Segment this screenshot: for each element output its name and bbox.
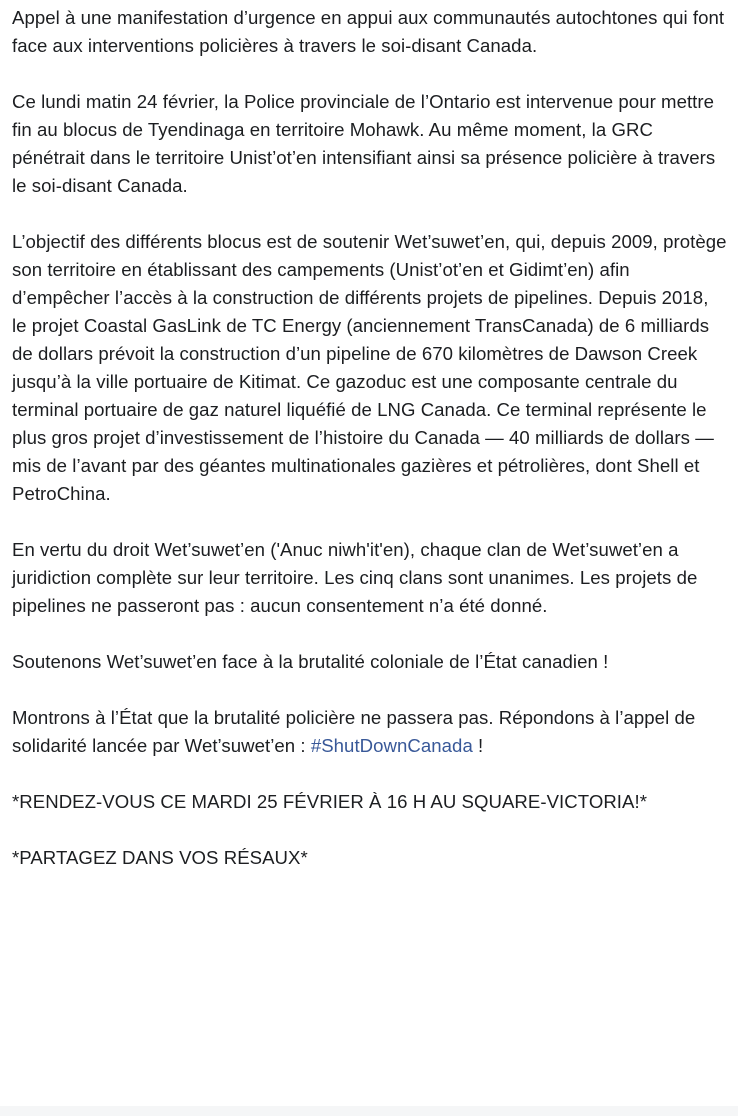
solidarity-text-end: ! [472,735,484,756]
solidarity-text: Montrons à l’État que la brutalité policière ne passera pas. Répondons à l’appel de solidarité lancée par Wet’suwet’en : [12,707,696,756]
hashtag-link-shutdowncanada[interactable]: #ShutDownCanada [310,735,473,756]
post-paragraph-wetsuweten-law: En vertu du droit Wet’suwet’en ('Anuc niwh'it'en), chaque clan de Wet’suwet’en a juridiction complète sur leur territoire. Les cinq clans sont unanimes. Les projets de pipelines ne passeront pas : aucun consentement n’a été donné. [12,539,698,616]
post-paragraph-support: Soutenons Wet’suwet’en face à la brutalité coloniale de l’État canadien ! [12,651,609,672]
post-paragraph-blockade-objective: L’objectif des différents blocus est de soutenir Wet’suwet’en, qui, depuis 2009, protège son territoire en établissant des campements (Unist’ot’en et Gidimt’en) afin d’empêcher l’accès à la construction de différents projets de pipelines. Depuis 2018, le projet Coastal GasLink de TC Energy (anciennement TransCanada) de 6 milliards de dollars prévoit la construction d’un pipeline de 670 kilomètres de Dawson Creek jusqu’à la ville portuaire de Kitimat. Ce gazoduc est une composante centrale du terminal portuaire de gaz naturel liquéfié de LNG Canada. Ce terminal représente le plus gros projet d’investissement de l’histoire du Canada — 40 milliards de dollars — mis de l’avant par des géantes multinationales gazières et pétrolières, dont Shell et PetroChina. [12,231,727,504]
bottom-divider [0,1106,738,1116]
post-paragraph-call-to-action: Appel à une manifestation d’urgence en appui aux communautés autochtones qui font face aux interventions policières à travers le soi-disant Canada. [12,7,725,56]
post-paragraph-solidarity [12,704,728,760]
post-paragraph-share: *PARTAGEZ DANS VOS RÉSAUX* [12,847,308,868]
post-paragraph-police-intervention: Ce lundi matin 24 février, la Police provinciale de l’Ontario est intervenue pour mettre fin au blocus de Tyendinaga en territoire Mohawk. Au même moment, la GRC pénétrait dans le territoire Unist’ot’en intensifiant ainsi sa présence policière à travers le soi-disant Canada. [12,91,716,196]
post-paragraph-rendezvous: *RENDEZ-VOUS CE MARDI 25 FÉVRIER À 16 H AU SQUARE-VICTORIA!* [12,791,647,812]
